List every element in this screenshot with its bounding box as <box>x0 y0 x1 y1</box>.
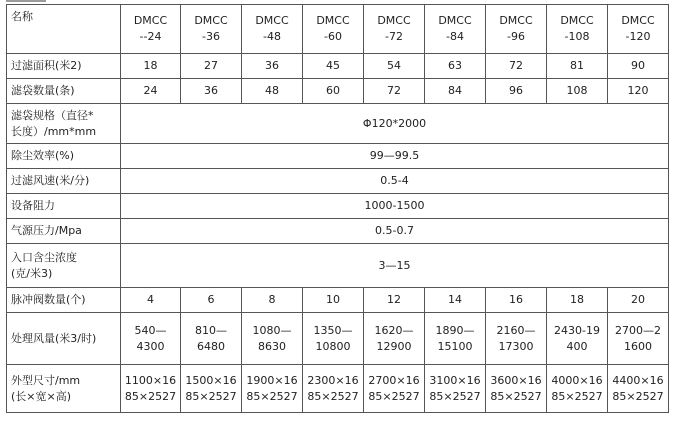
table-cell: 45 <box>303 54 364 79</box>
table-cell: 120 <box>608 79 669 104</box>
row-label: 设备阻力 <box>7 194 121 219</box>
table-cell: 540— 4300 <box>121 313 181 365</box>
table-cell: 1080— 8630 <box>242 313 303 365</box>
table-cell: 3600×16 85×2527 <box>486 365 547 413</box>
model-header: DMCC -120 <box>608 5 669 54</box>
row-label: 气源压力/Mpa <box>7 219 121 244</box>
model-header: DMCC -36 <box>181 5 242 54</box>
bag-count-row <box>7 79 669 104</box>
header-row <box>7 5 669 54</box>
table-cell: 18 <box>121 54 181 79</box>
table-cell: 54 <box>364 54 425 79</box>
table-cell: 2430-19 400 <box>547 313 608 365</box>
air-pressure-row <box>7 219 669 244</box>
table-cell: 1350— 10800 <box>303 313 364 365</box>
table-cell: 1100×16 85×2527 <box>121 365 181 413</box>
efficiency-row <box>7 144 669 169</box>
table-cell: 60 <box>303 79 364 104</box>
valves-row <box>7 288 669 313</box>
bag-spec-row <box>7 104 669 144</box>
merged-cell: 0.5-4 <box>121 169 669 194</box>
table-cell: 4400×16 85×2527 <box>608 365 669 413</box>
table-cell: 18 <box>547 288 608 313</box>
table-cell: 72 <box>364 79 425 104</box>
air-volume-row <box>7 313 669 365</box>
merged-cell: 3—15 <box>121 244 669 288</box>
table-cell: 10 <box>303 288 364 313</box>
model-header: DMCC -72 <box>364 5 425 54</box>
table-cell: 81 <box>547 54 608 79</box>
resistance-row <box>7 194 669 219</box>
merged-cell: 99—99.5 <box>121 144 669 169</box>
table-cell: 14 <box>425 288 486 313</box>
table-cell: 8 <box>242 288 303 313</box>
row-label: 除尘效率(%) <box>7 144 121 169</box>
inlet-dust-row <box>7 244 669 288</box>
model-header: DMCC -48 <box>242 5 303 54</box>
table-cell: 2160— 17300 <box>486 313 547 365</box>
row-label: 滤袋数量(条) <box>7 79 121 104</box>
table-cell: 63 <box>425 54 486 79</box>
row-label: 外型尺寸/mm (长×宽×高) <box>7 365 121 413</box>
table-cell: 4 <box>121 288 181 313</box>
row-label: 过滤面积(米2) <box>7 54 121 79</box>
table-cell: 72 <box>486 54 547 79</box>
merged-cell: Φ120*2000 <box>121 104 669 144</box>
model-header: DMCC -84 <box>425 5 486 54</box>
name-header: 名称 <box>7 5 121 54</box>
table-cell: 24 <box>121 79 181 104</box>
spec-table <box>6 4 669 413</box>
table-cell: 1900×16 85×2527 <box>242 365 303 413</box>
dimensions-row <box>7 365 669 413</box>
table-cell: 36 <box>181 79 242 104</box>
table-cell: 6 <box>181 288 242 313</box>
merged-cell: 1000-1500 <box>121 194 669 219</box>
table-cell: 1500×16 85×2527 <box>181 365 242 413</box>
table-cell: 1890— 15100 <box>425 313 486 365</box>
table-cell: 2300×16 85×2527 <box>303 365 364 413</box>
table-cell: 4000×16 85×2527 <box>547 365 608 413</box>
filter-area-row <box>7 54 669 79</box>
row-label: 处理风量(米3/时) <box>7 313 121 365</box>
merged-cell: 0.5-0.7 <box>121 219 669 244</box>
table-cell: 90 <box>608 54 669 79</box>
model-header: DMCC -60 <box>303 5 364 54</box>
table-cell: 27 <box>181 54 242 79</box>
row-label: 入口含尘浓度 (克/米3) <box>7 244 121 288</box>
row-label: 滤袋规格（直径* 长度）/mm*mm <box>7 104 121 144</box>
model-header: DMCC --24 <box>121 5 181 54</box>
table-cell: 84 <box>425 79 486 104</box>
table-cell: 12 <box>364 288 425 313</box>
table-cell: 20 <box>608 288 669 313</box>
table-cell: 48 <box>242 79 303 104</box>
row-label: 过滤风速(米/分) <box>7 169 121 194</box>
table-cell: 1620— 12900 <box>364 313 425 365</box>
table-cell: 36 <box>242 54 303 79</box>
model-header: DMCC -96 <box>486 5 547 54</box>
table-cell: 2700×16 85×2527 <box>364 365 425 413</box>
table-cell: 108 <box>547 79 608 104</box>
table-cell: 16 <box>486 288 547 313</box>
table-cell: 2700—2 1600 <box>608 313 669 365</box>
model-header: DMCC -108 <box>547 5 608 54</box>
velocity-row <box>7 169 669 194</box>
table-cell: 3100×16 85×2527 <box>425 365 486 413</box>
row-label: 脉冲阀数量(个) <box>7 288 121 313</box>
table-cell: 810— 6480 <box>181 313 242 365</box>
table-cell: 96 <box>486 79 547 104</box>
top-edge-mark <box>6 0 46 2</box>
